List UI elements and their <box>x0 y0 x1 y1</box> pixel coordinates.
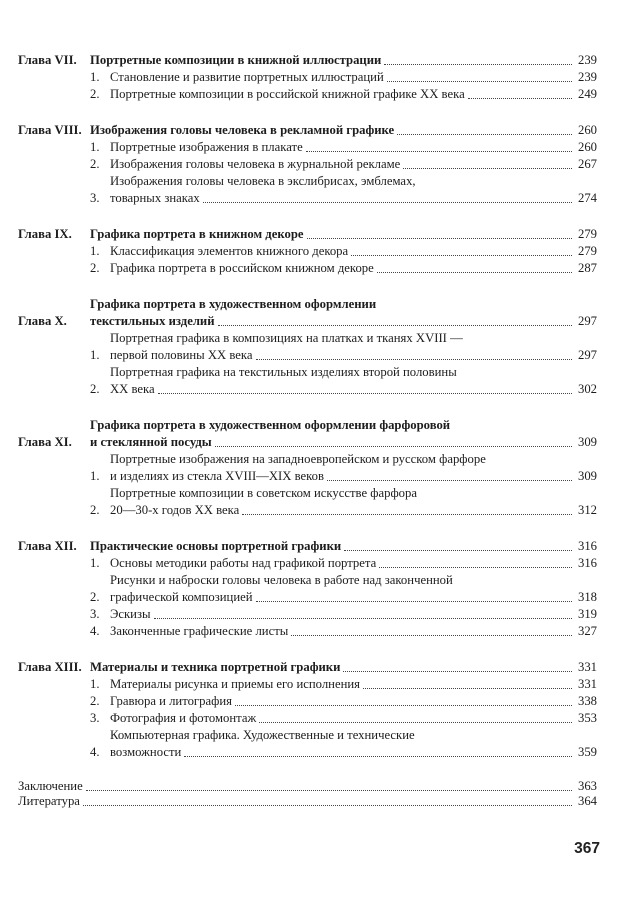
leader-dots <box>351 255 572 256</box>
chapter-page: 316 <box>577 539 597 553</box>
section-title-line: Портретная графика на текстильных изделиях второй половины <box>110 365 457 379</box>
section-title-line: Портретные изображения в плакате <box>110 140 303 154</box>
chapter-title-last-line <box>90 122 597 139</box>
chapter-title-line: Изображения головы человека в рекламной графике <box>90 123 395 137</box>
chapter-title-line: и стеклянной посуды <box>90 435 212 449</box>
chapter-title-line: Портретные композиции в книжной иллюстрации <box>90 53 382 67</box>
chapter-title-line: текстильных изделий <box>90 314 215 328</box>
chapter-heading <box>18 296 597 330</box>
leader-dots <box>291 635 572 636</box>
section-title <box>110 173 597 207</box>
section-title-last-line <box>110 606 597 623</box>
back-matter-page: 364 <box>577 794 597 808</box>
chapter-number: Глава X. <box>18 314 67 328</box>
leader-dots <box>154 618 573 619</box>
section-entry <box>90 260 597 277</box>
chapter-title-line: Графика портрета в книжном декоре <box>90 227 304 241</box>
section-number: 1. <box>90 469 100 483</box>
section-number: 3. <box>90 191 100 205</box>
section-number: 4. <box>90 745 100 759</box>
leader-dots <box>377 272 572 273</box>
section-title <box>110 243 597 260</box>
chapter-page: 279 <box>577 227 597 241</box>
chapter-number: Глава XI. <box>18 435 72 449</box>
section-title <box>110 676 597 693</box>
section-title-line: графической композицией <box>110 590 253 604</box>
chapter-title <box>90 296 597 330</box>
chapter-block <box>18 296 597 398</box>
section-page: 312 <box>577 503 597 517</box>
section-number: 1. <box>90 556 100 570</box>
section-page: 274 <box>577 191 597 205</box>
section-page: 302 <box>577 382 597 396</box>
section-entry <box>90 243 597 260</box>
section-page: 316 <box>577 556 597 570</box>
section-number: 2. <box>90 157 100 171</box>
section-title <box>110 86 597 103</box>
section-entry <box>90 710 597 727</box>
section-page: 309 <box>577 469 597 483</box>
chapter-heading <box>18 538 597 555</box>
section-title <box>110 156 597 173</box>
section-entry <box>90 623 597 640</box>
section-title-last-line <box>110 156 597 173</box>
section-entry <box>90 69 597 86</box>
chapter-title-last-line <box>90 538 597 555</box>
chapter-page: 297 <box>577 314 597 328</box>
leader-dots <box>468 98 572 99</box>
leader-dots <box>215 446 572 447</box>
section-number: 2. <box>90 382 100 396</box>
section-title-line: Фотография и фотомонтаж <box>110 711 257 725</box>
section-title-line: товарных знаках <box>110 191 200 205</box>
section-entry <box>90 693 597 710</box>
section-title-line: XX века <box>110 382 155 396</box>
section-page: 353 <box>577 711 597 725</box>
section-title-last-line <box>110 502 597 519</box>
chapter-page: 239 <box>577 53 597 67</box>
section-entry <box>90 173 597 207</box>
chapter-block <box>18 417 597 519</box>
section-title-last-line <box>110 260 597 277</box>
leader-dots <box>86 790 572 791</box>
section-entry <box>90 156 597 173</box>
section-entry <box>90 485 597 519</box>
section-number: 2. <box>90 261 100 275</box>
section-title-line: Рисунки и наброски головы человека в работе над законченной <box>110 573 453 587</box>
section-title-line: первой половины XX века <box>110 348 253 362</box>
section-page: 319 <box>577 607 597 621</box>
section-entry <box>90 727 597 761</box>
section-page: 318 <box>577 590 597 604</box>
section-page: 327 <box>577 624 597 638</box>
chapter-block <box>18 52 597 103</box>
section-entry <box>90 572 597 606</box>
section-title <box>110 623 597 640</box>
section-number: 3. <box>90 607 100 621</box>
section-title-last-line <box>110 139 597 156</box>
section-title-last-line <box>110 589 597 606</box>
section-page: 338 <box>577 694 597 708</box>
leader-dots <box>344 550 572 551</box>
chapter-page: 331 <box>577 660 597 674</box>
section-title-line: Портретные композиции в российской книжной графике XX века <box>110 87 465 101</box>
section-number: 1. <box>90 348 100 362</box>
section-title-last-line <box>110 676 597 693</box>
leader-dots <box>235 705 572 706</box>
leader-dots <box>387 81 572 82</box>
section-entry <box>90 555 597 572</box>
leader-dots <box>158 393 572 394</box>
section-title-last-line <box>110 381 597 398</box>
section-number: 2. <box>90 87 100 101</box>
leader-dots <box>203 202 572 203</box>
chapter-number: Глава IX. <box>18 227 72 241</box>
chapter-title-line: Практические основы портретной графики <box>90 539 342 553</box>
leader-dots <box>327 480 572 481</box>
section-title-line: Портретная графика в композициях на платках и тканях XVIII — <box>110 331 463 345</box>
section-title-line: Портретные композиции в советском искусстве фарфора <box>110 486 417 500</box>
section-number: 1. <box>90 677 100 691</box>
section-page: 249 <box>577 87 597 101</box>
leader-dots <box>256 359 572 360</box>
section-title-last-line <box>110 69 597 86</box>
section-title-last-line <box>110 710 597 727</box>
chapter-title <box>90 659 597 676</box>
chapter-heading <box>18 659 597 676</box>
section-title <box>110 69 597 86</box>
chapter-title <box>90 417 597 451</box>
chapter-title-last-line <box>90 434 597 451</box>
section-title-line: Гравюра и литография <box>110 694 232 708</box>
leader-dots <box>242 514 572 515</box>
section-title-last-line <box>110 347 597 364</box>
chapter-block <box>18 659 597 761</box>
section-title-last-line <box>110 623 597 640</box>
leader-dots <box>363 688 572 689</box>
chapter-title <box>90 122 597 139</box>
section-title-line: Эскизы <box>110 607 151 621</box>
leader-dots <box>403 168 572 169</box>
chapter-heading <box>18 417 597 451</box>
section-entry <box>90 330 597 364</box>
section-title-line: Изображения головы человека в журнальной рекламе <box>110 157 401 171</box>
section-entry <box>90 364 597 398</box>
section-title <box>110 727 597 761</box>
chapter-title-last-line <box>90 313 597 330</box>
leader-dots <box>83 805 572 806</box>
chapter-title <box>90 52 597 69</box>
leader-dots <box>184 756 572 757</box>
section-entry <box>90 676 597 693</box>
leader-dots <box>307 238 572 239</box>
section-title <box>110 451 597 485</box>
section-number: 3. <box>90 711 100 725</box>
leader-dots <box>306 151 572 152</box>
chapter-number: Глава XIII. <box>18 660 82 674</box>
section-number: 4. <box>90 624 100 638</box>
section-title-last-line <box>110 468 597 485</box>
section-title <box>110 606 597 623</box>
chapter-block <box>18 226 597 277</box>
leader-dots <box>259 722 572 723</box>
section-title <box>110 485 597 519</box>
section-page: 279 <box>577 244 597 258</box>
section-title-line: Материалы рисунка и приемы его исполнения <box>110 677 361 691</box>
leader-dots <box>343 671 572 672</box>
section-title <box>110 572 597 606</box>
section-title <box>110 364 597 398</box>
chapter-title-last-line <box>90 52 597 69</box>
section-title-last-line <box>110 190 597 207</box>
section-title-last-line <box>110 555 597 572</box>
section-title <box>110 555 597 572</box>
section-title-line: возможности <box>110 745 182 759</box>
chapter-title-line: Графика портрета в художественном оформлении фарфоровой <box>90 418 451 432</box>
section-title-line: Основы методики работы над графикой портрета <box>110 556 377 570</box>
chapter-number: Глава VII. <box>18 53 77 67</box>
section-title-line: Компьютерная графика. Художественные и технические <box>110 728 415 742</box>
section-title <box>110 260 597 277</box>
section-number: 2. <box>90 503 100 517</box>
section-title-line: Графика портрета в российском книжном декоре <box>110 261 374 275</box>
chapter-title-last-line <box>90 659 597 676</box>
section-title-line: Законченные графические листы <box>110 624 289 638</box>
chapter-number: Глава XII. <box>18 539 77 553</box>
chapter-page: 309 <box>577 435 597 449</box>
chapter-title <box>90 538 597 555</box>
section-title-line: Изображения головы человека в экслибрисах, эмблемах, <box>110 174 416 188</box>
section-title-last-line <box>110 86 597 103</box>
section-title-last-line <box>110 744 597 761</box>
chapter-page: 260 <box>577 123 597 137</box>
section-entry <box>90 86 597 103</box>
section-title <box>110 693 597 710</box>
chapter-title <box>90 226 597 243</box>
section-page: 297 <box>577 348 597 362</box>
back-matter-page: 363 <box>577 779 597 793</box>
leader-dots <box>379 567 572 568</box>
back-matter-entry <box>18 793 597 810</box>
section-number: 2. <box>90 590 100 604</box>
page-number: 367 <box>574 840 600 857</box>
section-page: 287 <box>577 261 597 275</box>
chapter-heading <box>18 52 597 69</box>
section-number: 2. <box>90 694 100 708</box>
section-title-line: и изделиях из стекла XVIII—XIX веков <box>110 469 324 483</box>
section-page: 359 <box>577 745 597 759</box>
section-page: 331 <box>577 677 597 691</box>
section-entry <box>90 451 597 485</box>
section-page: 260 <box>577 140 597 154</box>
section-entry <box>90 606 597 623</box>
chapter-title-line: Графика портрета в художественном оформлении <box>90 297 377 311</box>
section-page: 239 <box>577 70 597 84</box>
section-title <box>110 330 597 364</box>
leader-dots <box>397 134 572 135</box>
section-title-line: Классификация элементов книжного декора <box>110 244 349 258</box>
chapter-block <box>18 122 597 207</box>
leader-dots <box>256 601 572 602</box>
chapter-heading <box>18 226 597 243</box>
section-title-last-line <box>110 243 597 260</box>
section-title <box>110 139 597 156</box>
chapter-block <box>18 538 597 640</box>
back-matter-title: Литература <box>18 794 80 808</box>
section-number: 1. <box>90 244 100 258</box>
chapter-title-line: Материалы и техника портретной графики <box>90 660 341 674</box>
section-title-last-line <box>110 693 597 710</box>
section-title-line: Становление и развитие портретных иллюстраций <box>110 70 384 84</box>
section-title-line: 20—30-х годов XX века <box>110 503 240 517</box>
table-of-contents <box>18 52 597 810</box>
section-entry <box>90 139 597 156</box>
section-number: 1. <box>90 140 100 154</box>
chapter-number: Глава VIII. <box>18 123 82 137</box>
chapter-title-last-line <box>90 226 597 243</box>
leader-dots <box>384 64 572 65</box>
back-matter-title: Заключение <box>18 779 83 793</box>
leader-dots <box>218 325 572 326</box>
chapter-heading <box>18 122 597 139</box>
section-title <box>110 710 597 727</box>
section-number: 1. <box>90 70 100 84</box>
section-page: 267 <box>577 157 597 171</box>
section-title-line: Портретные изображения на западноевропейском и русском фарфоре <box>110 452 486 466</box>
